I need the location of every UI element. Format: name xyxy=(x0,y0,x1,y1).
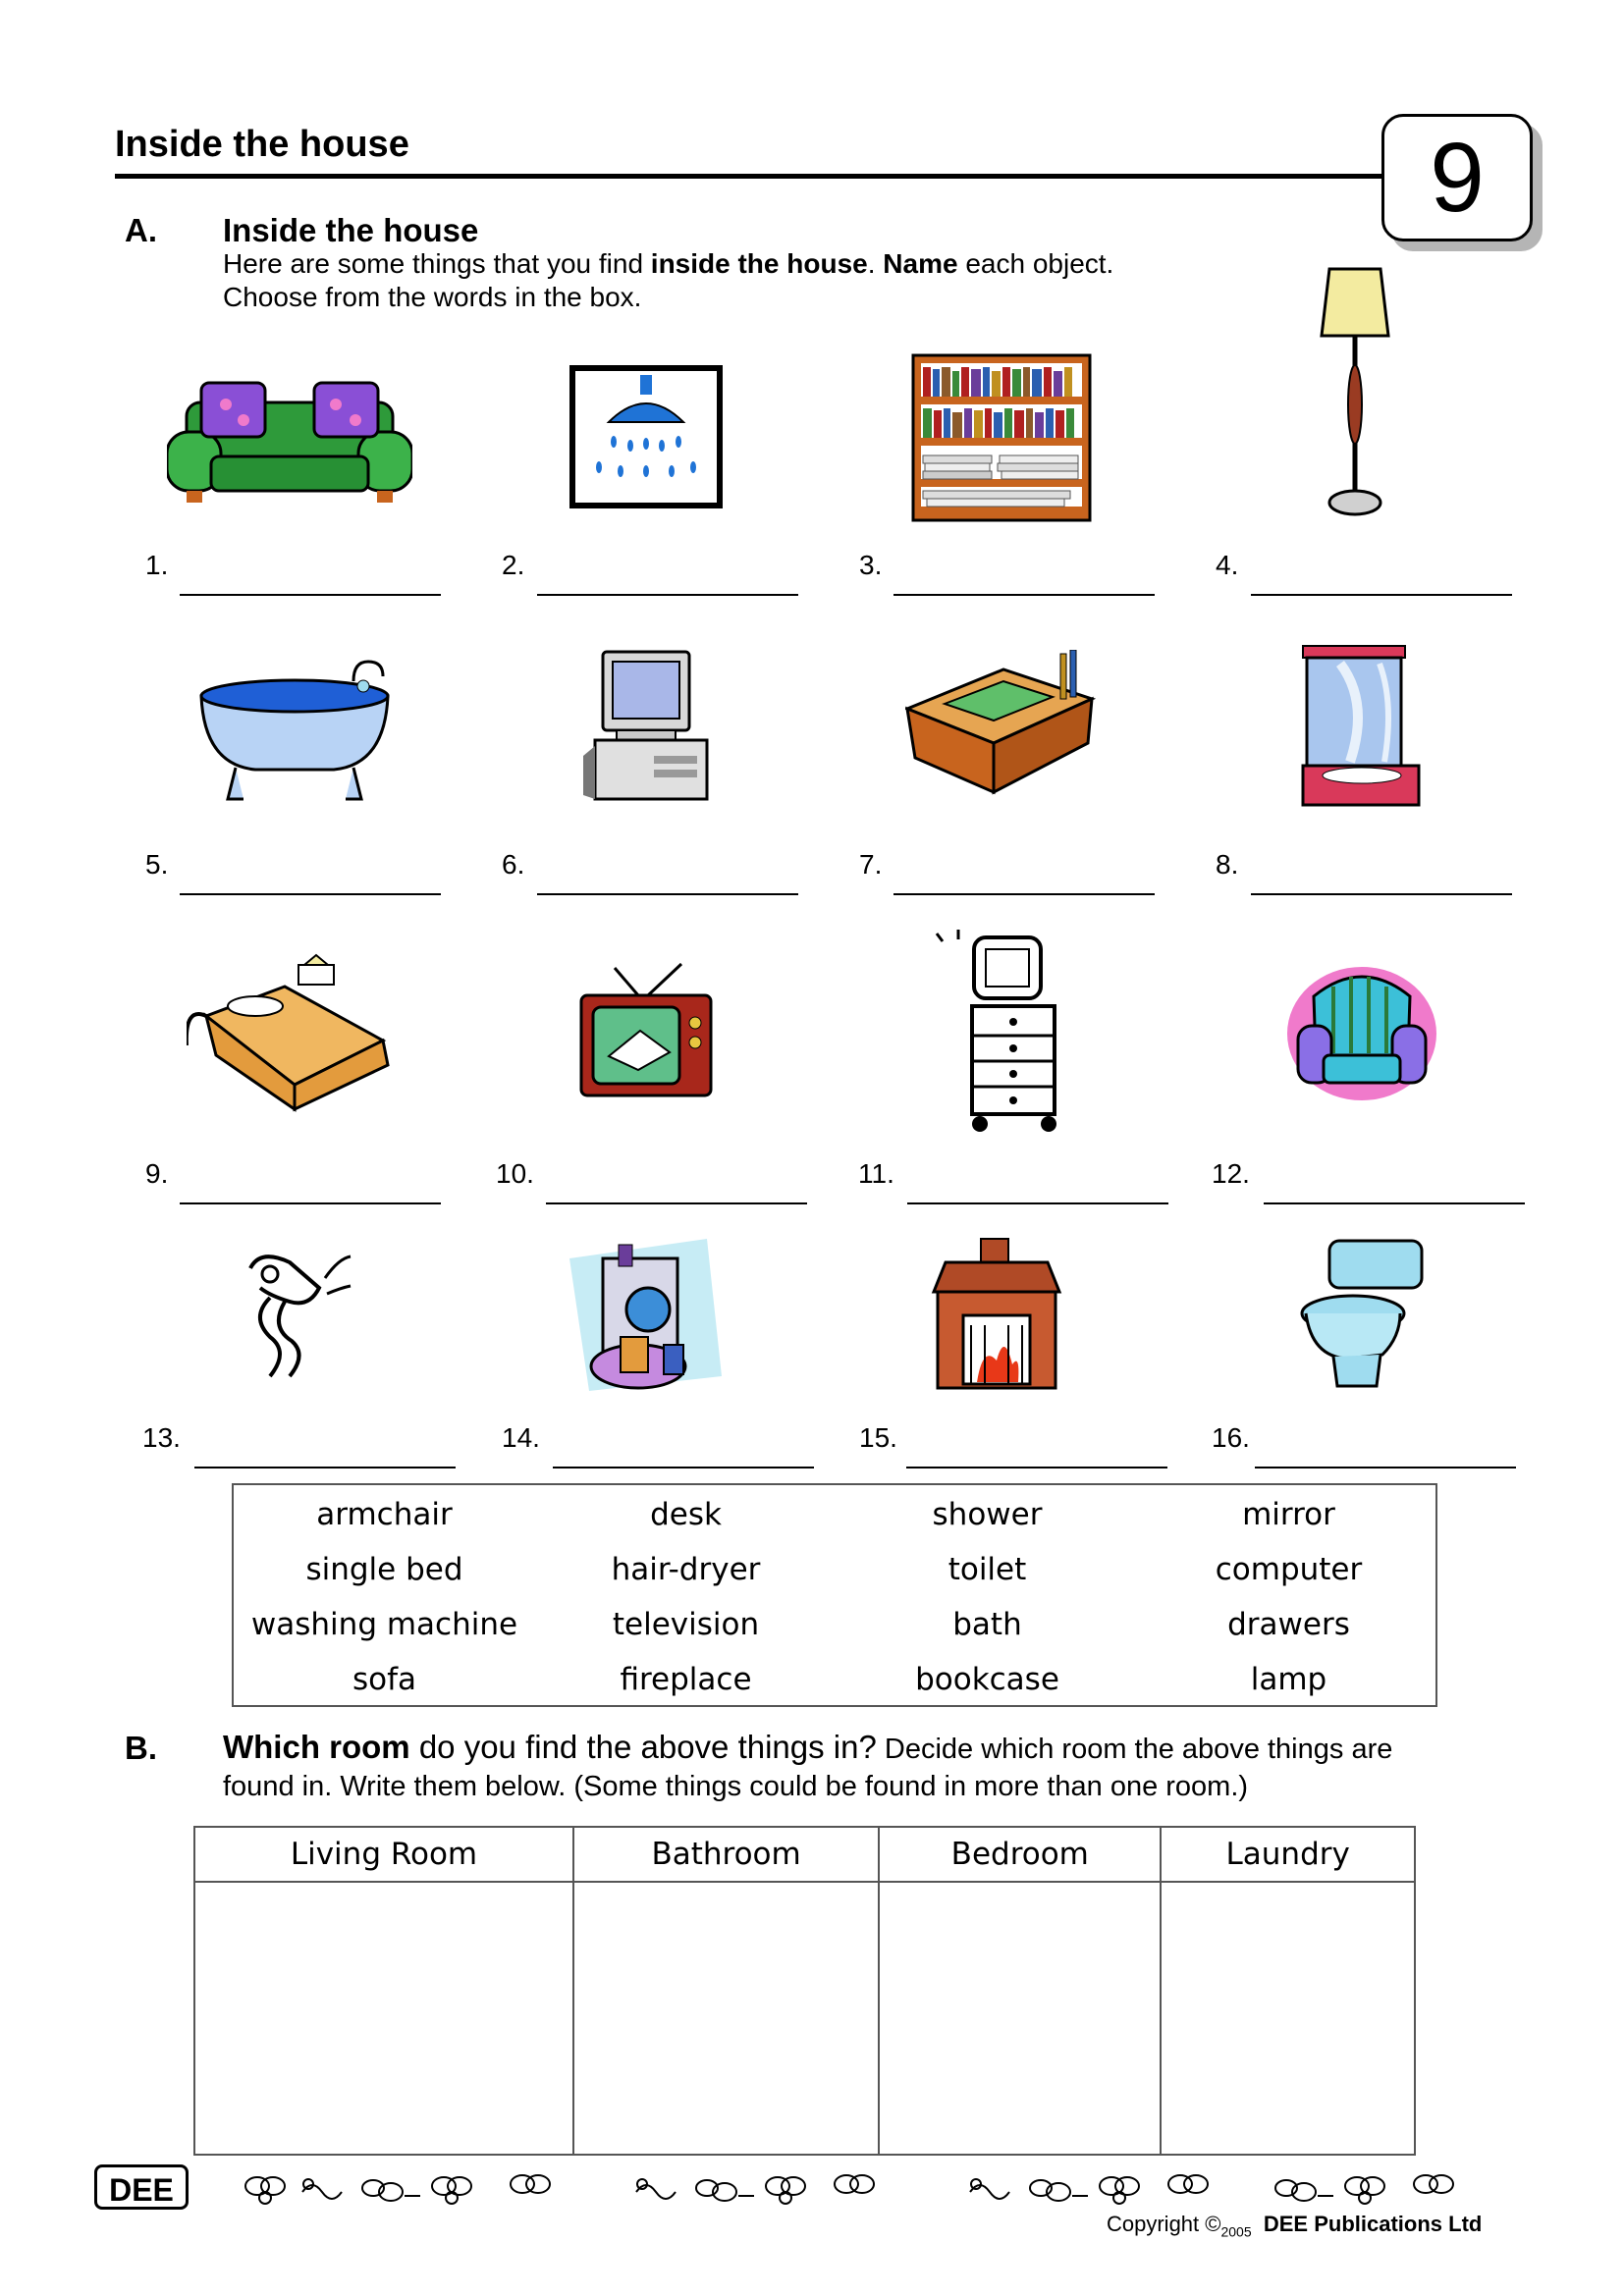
word-option: drawers xyxy=(1227,1607,1350,1642)
section-b-bold: Which room xyxy=(223,1729,410,1765)
item-number: 1. xyxy=(145,550,169,580)
answer-line[interactable] xyxy=(194,1467,456,1468)
column-header: Laundry xyxy=(1161,1828,1414,1882)
answer-line[interactable] xyxy=(893,594,1155,596)
word-option: mirror xyxy=(1242,1497,1335,1532)
title-rule xyxy=(115,174,1391,179)
room-table xyxy=(193,1826,1416,2156)
mirror-icon xyxy=(1301,644,1421,813)
page-title: Inside the house xyxy=(115,124,409,165)
word-box xyxy=(232,1483,1437,1707)
column-header: Bathroom xyxy=(573,1828,879,1882)
word-option: fireplace xyxy=(620,1662,752,1697)
washing-machine-icon xyxy=(569,1239,722,1396)
answer-cell[interactable] xyxy=(1161,1882,1414,2154)
armchair-icon xyxy=(1284,957,1439,1104)
section-b-text: do you find the above things in? xyxy=(409,1729,877,1765)
instr-text: Here are some things that you find xyxy=(223,248,651,279)
word-option: hair-dryer xyxy=(611,1552,761,1587)
item-number: 15. xyxy=(859,1422,897,1453)
word-option: computer xyxy=(1215,1552,1363,1587)
copyright-year: 2005 xyxy=(1220,2223,1252,2240)
item-number: 11. xyxy=(858,1158,894,1189)
answer-line[interactable] xyxy=(907,1202,1168,1204)
section-a-heading: Inside the house xyxy=(223,212,479,248)
answer-line[interactable] xyxy=(1264,1202,1525,1204)
word-option: armchair xyxy=(316,1497,453,1532)
section-b-text: Decide which room the above things are found in. Write them below. (Some things could be found in more than one room.) xyxy=(223,1734,1393,1802)
word-option: sofa xyxy=(352,1662,417,1697)
publisher-name: DEE Publications Ltd xyxy=(1263,2212,1483,2236)
answer-line[interactable] xyxy=(1251,893,1512,895)
toilet-icon xyxy=(1298,1239,1426,1391)
answer-cell[interactable] xyxy=(195,1882,573,2154)
item-number: 8. xyxy=(1216,849,1239,880)
answer-line[interactable] xyxy=(537,594,798,596)
answer-line[interactable] xyxy=(180,893,441,895)
television-icon xyxy=(579,962,715,1099)
item-number: 2. xyxy=(502,550,525,580)
word-option: lamp xyxy=(1250,1662,1327,1697)
item-number: 14. xyxy=(502,1422,540,1453)
word-option: desk xyxy=(650,1497,722,1532)
item-number: 6. xyxy=(502,849,525,880)
column-header: Living Room xyxy=(195,1828,573,1882)
item-number: 3. xyxy=(859,550,883,580)
shower-icon xyxy=(569,365,727,512)
bookcase-icon xyxy=(911,353,1092,522)
answer-line[interactable] xyxy=(553,1467,814,1468)
item-number: 9. xyxy=(145,1158,169,1189)
word-option: television xyxy=(612,1607,760,1642)
copyright-text: Copyright © xyxy=(1107,2212,1221,2236)
unit-number-badge: 9 xyxy=(1381,114,1533,241)
section-b-instructions xyxy=(223,1730,1431,1804)
instr-text: . xyxy=(867,248,884,279)
instr-text: Choose from the words in the box. xyxy=(223,282,642,312)
answer-line[interactable] xyxy=(537,893,798,895)
dee-logo: DEE xyxy=(94,2164,189,2210)
word-option: toilet xyxy=(947,1552,1027,1587)
section-a-instructions xyxy=(223,247,1113,314)
section-b-letter: B. xyxy=(125,1730,157,1766)
hair-dryer-icon xyxy=(231,1239,353,1386)
fireplace-icon xyxy=(928,1237,1065,1392)
word-option: shower xyxy=(932,1497,1043,1532)
answer-line[interactable] xyxy=(1255,1467,1516,1468)
item-number: 5. xyxy=(145,849,169,880)
word-option: bookcase xyxy=(915,1662,1059,1697)
answer-line[interactable] xyxy=(180,1202,441,1204)
drawers-icon xyxy=(933,928,1080,1144)
item-number: 4. xyxy=(1216,550,1239,580)
lamp-icon xyxy=(1316,267,1394,520)
item-number: 16. xyxy=(1212,1422,1250,1453)
word-option: single bed xyxy=(305,1552,463,1587)
section-a-letter: A. xyxy=(125,212,157,248)
single-bed-icon xyxy=(187,947,393,1114)
item-number: 7. xyxy=(859,849,883,880)
item-number: 12. xyxy=(1212,1158,1250,1189)
answer-line[interactable] xyxy=(893,893,1155,895)
bath-icon xyxy=(196,652,393,814)
word-option: bath xyxy=(952,1607,1022,1642)
instr-bold: Name xyxy=(883,248,958,279)
answer-line[interactable] xyxy=(546,1202,807,1204)
answer-line[interactable] xyxy=(180,594,441,596)
instr-text: each object. xyxy=(957,248,1114,279)
computer-icon xyxy=(581,648,709,805)
instr-bold: inside the house xyxy=(650,248,868,279)
item-number: 13. xyxy=(142,1422,181,1453)
word-option: washing machine xyxy=(250,1607,518,1642)
copyright-notice xyxy=(1107,2212,1482,2239)
sofa-icon xyxy=(167,363,412,510)
column-header: Bedroom xyxy=(879,1828,1161,1882)
answer-line[interactable] xyxy=(906,1467,1167,1468)
answer-line[interactable] xyxy=(1251,594,1512,596)
answer-cell[interactable] xyxy=(573,1882,879,2154)
desk-icon xyxy=(905,650,1097,797)
item-number: 10. xyxy=(496,1158,534,1189)
answer-cell[interactable] xyxy=(879,1882,1161,2154)
